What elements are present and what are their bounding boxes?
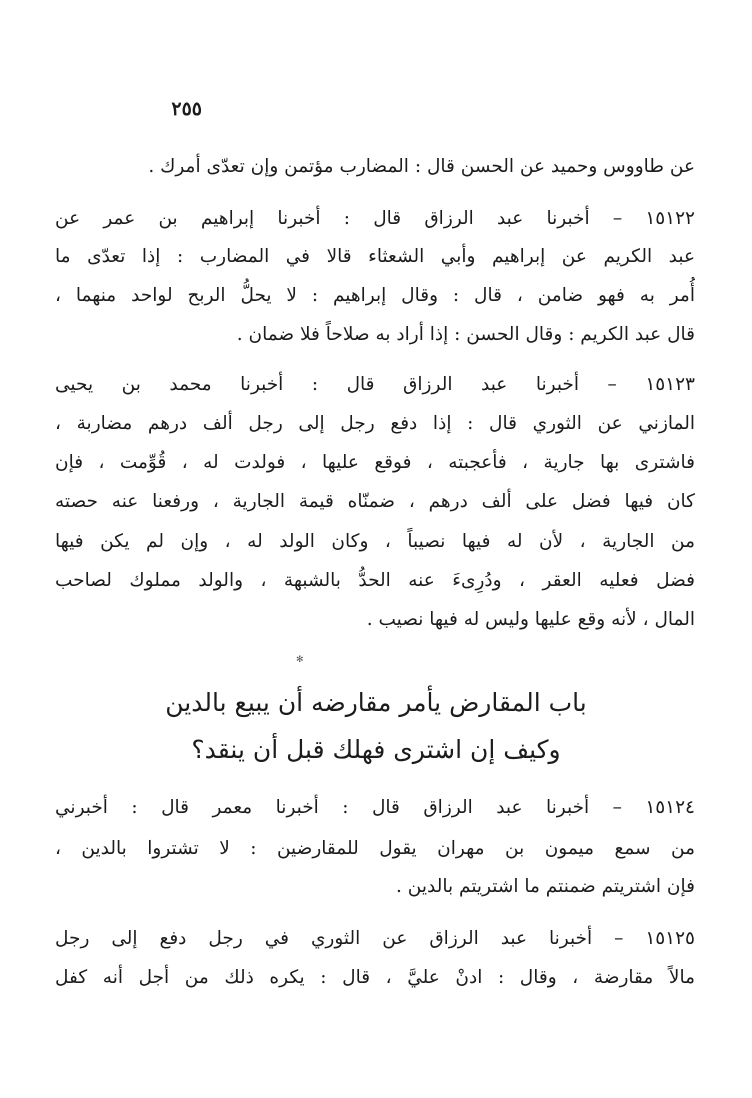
- entry-15123-line-4: كان فيها فضل على ألف درهم ، ضمنّاه قيمة الجارية ، ورفعنا عنه حصته: [55, 491, 695, 512]
- entry-15122-line-4: قال عبد الكريم : وقال الحسن : إذا أراد به صلاحاً فلا ضمان .: [236, 324, 695, 345]
- entry-15123-line-5: من الجارية ، لأن له فيها نصيباً ، وكان الولد له ، وإن لم يكن فيها: [55, 531, 695, 552]
- continuation-line: عن طاووس وحميد عن الحسن قال : المضارب مؤتمن وإن تعدّى أمرك .: [148, 156, 695, 177]
- entry-15123-line-7: المال ، لأنه وقع عليها وليس له فيها نصيب .: [366, 609, 695, 630]
- ornament: ✻: [296, 655, 304, 665]
- chapter-heading-line-2: وكيف إن اشترى فهلك قبل أن ينقد؟: [191, 735, 561, 764]
- entry-15122-line-2: عبد الكريم عن إبراهيم وأبي الشعثاء قالا في المضارب : إذا تعدّى ما: [55, 246, 695, 267]
- entry-15125-line-1: ١٥١٢٥ – أخبرنا عبد الرزاق عن الثوري في رجل دفع إلى رجل: [55, 928, 695, 949]
- entry-15123-line-2: المازني عن الثوري قال : إذا دفع رجل إلى رجل ألف درهم مضاربة ،: [55, 413, 695, 434]
- entry-15122-line-3: أُمر به فهو ضامن ، قال : وقال إبراهيم : لا يحلُّ الربح لواحد منهما ،: [55, 285, 695, 306]
- chapter-heading-line-1: باب المقارض يأمر مقارضه أن يبيع بالدين: [165, 688, 587, 717]
- entry-15122-line-1: ١٥١٢٢ – أخبرنا عبد الرزاق قال : أخبرنا إبراهيم بن عمر عن: [55, 208, 695, 229]
- entry-15123-line-3: فاشترى بها جارية ، فأعجبته ، فوقع عليها ، فولدت له ، قُوِّمت ، فإن: [55, 452, 695, 473]
- entry-15123-line-6: فضل فعليه العقر ، ودُرِىءَ عنه الحدُّ بالشبهة ، والولد مملوك لصاحب: [55, 570, 695, 591]
- entry-15124-line-2: من سمع ميمون بن مهران يقول للمقارضين : لا تشتروا بالدين ،: [55, 838, 695, 859]
- entry-15124-line-3: فإن اشتريتم ضمنتم ما اشتريتم بالدين .: [396, 876, 695, 897]
- entry-15125-line-2: مالاً مقارضة ، وقال : ادنْ عليَّ ، قال : يكره ذلك من أجل أنه كفل: [55, 967, 695, 988]
- page-number: ٢٥٥: [171, 98, 202, 120]
- entry-15123-line-1: ١٥١٢٣ – أخبرنا عبد الرزاق قال : أخبرنا محمد بن يحيى: [55, 374, 695, 395]
- entry-15124-line-1: ١٥١٢٤ – أخبرنا عبد الرزاق قال : أخبرنا معمر قال : أخبرني: [55, 797, 695, 818]
